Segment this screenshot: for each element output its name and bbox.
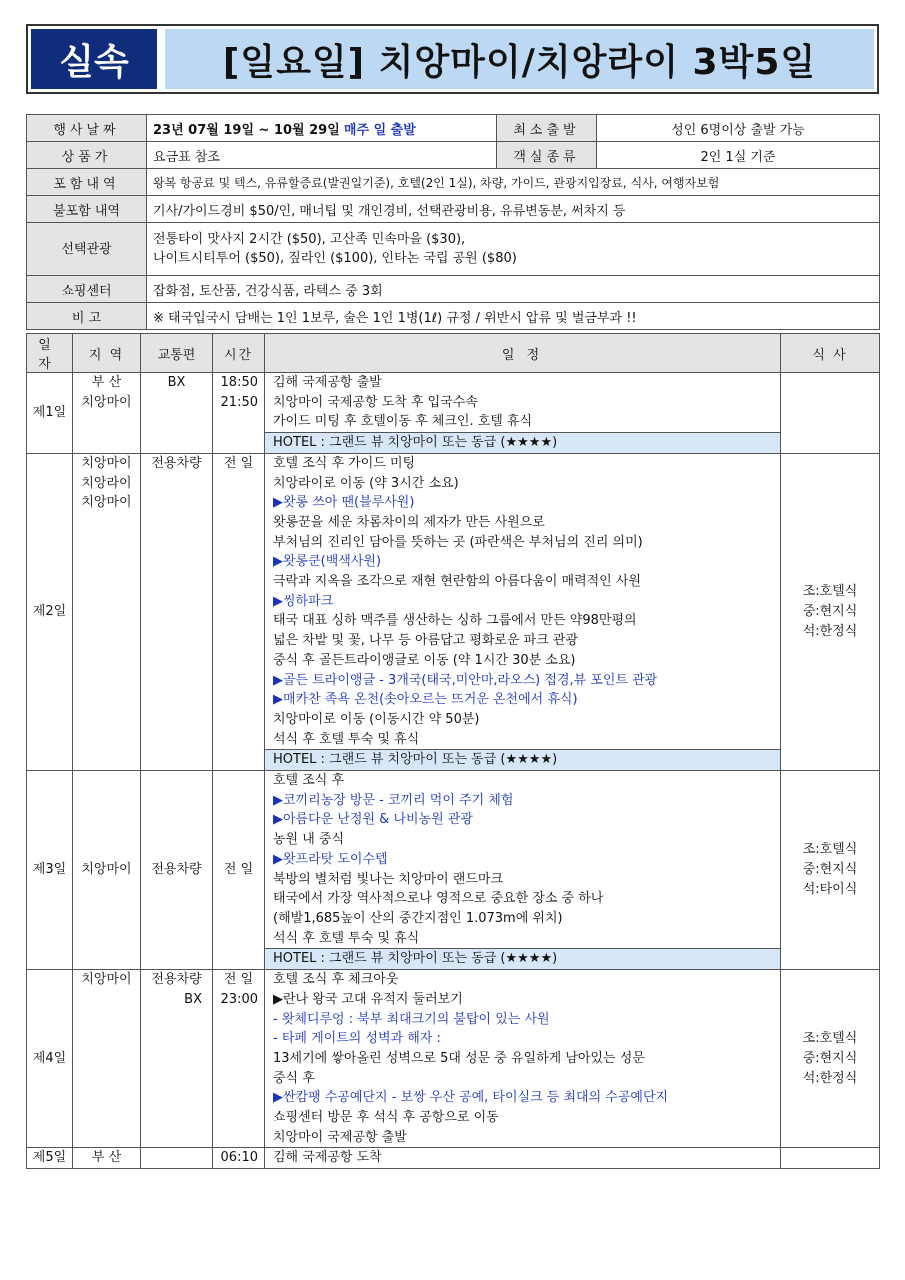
day-row (27, 970, 880, 1148)
transport-cell (141, 373, 213, 454)
col-meal: 식 사 (781, 334, 880, 373)
itinerary-header-row (27, 334, 880, 373)
transport: BX (167, 375, 186, 390)
optional-value (147, 223, 880, 276)
itinerary-line: (해발1,685높이 산의 중간지점인 1.073m에 위치) (273, 910, 563, 926)
room-type-label: 객실종류 (497, 142, 597, 169)
itinerary-line: 김해 국제공항 도착 (273, 1150, 382, 1166)
itinerary-line: ▶매카찬 족욕 온천(솟아오르는 뜨거운 온천에서 휴식) (273, 692, 578, 708)
excluded-value: 기사/가이드경비 $50/인, 매너팁 및 개인경비, 선택관광비용, 유류변동분, 써차지 등 (147, 196, 880, 223)
itinerary-lines (265, 454, 780, 750)
meal-dinner: 석:한정식 (802, 1070, 858, 1086)
time: 21:50 (220, 394, 258, 410)
itinerary-line: 치앙마이 국제공항 도착 후 입국수속 (273, 394, 478, 410)
optional-line: 나이트시티투어 ($50), 짚라인 ($100), 인타논 국립 공원 ($80) (153, 251, 517, 266)
time-cell (213, 373, 265, 454)
itinerary-cell (265, 771, 781, 970)
room-type-value: 2인 1실 기준 (597, 142, 880, 169)
itinerary-line: ▶란나 왕국 고대 유적지 둘러보기 (273, 991, 463, 1007)
day-label: 제5일 (27, 1148, 73, 1169)
meal-lunch: 중:현지식 (802, 1050, 858, 1066)
day-row (27, 1148, 880, 1169)
region-cell (73, 771, 141, 970)
region: 치앙마이 (81, 495, 132, 511)
meal-cell (781, 771, 880, 970)
departure-highlight: 매주 일 출발 (343, 122, 416, 138)
optional-line: 전통타이 맛사지 2시간 ($50), 고산족 민속마을 ($30), (153, 232, 466, 247)
day-label: 제4일 (27, 970, 73, 1148)
min-depart-label: 최소출발 (497, 115, 597, 142)
time: 23:00 (220, 991, 258, 1007)
itinerary-line: 농원 내 중식 (273, 832, 345, 848)
col-itinerary: 일 정 (265, 334, 781, 373)
itinerary-line: 석식 후 호텔 투숙 및 휴식 (273, 930, 420, 946)
info-row (27, 196, 880, 223)
itinerary-cell (265, 1148, 781, 1169)
time: 전 일 (223, 972, 254, 988)
itinerary-line: - 타페 게이트의 성벽과 해자 : (273, 1031, 441, 1047)
hotel-info: HOTEL : 그랜드 뷰 치앙마이 또는 동급 (★★★★) (265, 948, 780, 969)
transport-cell (141, 1148, 213, 1169)
travel-date-range: 23년 07월 19일 ~ 10월 29일 (153, 122, 340, 138)
itinerary-body (265, 454, 780, 770)
shopping-value: 잡화점, 토산품, 건강식품, 라텍스 중 3회 (147, 276, 880, 303)
itinerary-line: 왓롱꾼을 세운 차롬차이의 제자가 만든 사원으로 (273, 514, 545, 530)
itinerary-line: ▶왓롱쿤(백색사원) (273, 554, 382, 570)
itinerary-line: ▶왓롱 쓰아 땐(블루사원) (273, 495, 415, 511)
itinerary-line: 부처님의 진리인 담아를 뜻하는 곳 (파란색은 부처님의 진리 의미) (273, 534, 643, 550)
itinerary-line: ▶골든 트라이앵글 - 3개국(태국,미안마,라오스) 접경,뷰 포인트 관광 (273, 672, 658, 688)
product-info-table (26, 114, 880, 330)
itinerary-line: 치앙마이 국제공항 출발 (273, 1129, 407, 1145)
region-stack (73, 454, 140, 533)
col-time: 시간 (213, 334, 265, 373)
region-cell (73, 1148, 141, 1169)
time-stack (213, 970, 264, 1009)
transport-stack (141, 970, 212, 1009)
transport: BX (184, 991, 202, 1007)
itinerary-table (26, 333, 880, 1169)
price-label: 상품가 (27, 142, 147, 169)
itinerary-line: 석식 후 호텔 투숙 및 휴식 (273, 731, 420, 747)
region: 치앙라이 (81, 475, 132, 491)
itinerary-line: 치앙라이로 이동 (약 3시간 소요) (273, 475, 459, 491)
included-value: 왕복 항공료 및 텍스, 유류할증료(발권일기준), 호텔(2인 1실), 차량, 가이드, 관광지입장료, 식사, 여행자보험 (147, 169, 880, 196)
time: 전 일 (223, 455, 254, 471)
brand-label: 실속 (31, 29, 157, 89)
itinerary-line: 북방의 별처럼 빛나는 치앙마이 랜드마크 (273, 871, 504, 887)
itinerary-line: 호텔 조식 후 가이드 미팅 (273, 455, 416, 471)
itinerary-line: 극락과 지옥을 조각으로 재현 현란함의 아름다움이 매력적인 사원 (273, 574, 641, 590)
time: 18:50 (220, 375, 258, 390)
excluded-label: 불포함 내역 (27, 196, 147, 223)
hotel-info: HOTEL : 그랜드 뷰 치앙마이 또는 동급 (★★★★) (265, 749, 780, 770)
meal-lunch: 중:현지식 (802, 603, 858, 619)
itinerary-line: 치앙마이로 이동 (이동시간 약 50분) (273, 711, 480, 727)
info-row (27, 115, 880, 142)
day-row (27, 771, 880, 970)
itinerary-line: 넓은 차밭 및 꽃, 나무 등 아름답고 평화로운 파크 관광 (273, 633, 579, 649)
price-value: 요금표 참조 (147, 142, 497, 169)
itinerary-line: 중식 후 골든트라이앵글로 이동 (약 1시간 30분 소요) (273, 652, 576, 668)
day-label: 제3일 (27, 771, 73, 970)
transport-cell (141, 970, 213, 1148)
col-region: 지 역 (73, 334, 141, 373)
itinerary-line: 태국에서 가장 역사적으로나 영적으로 중요한 장소 중 하나 (273, 891, 604, 907)
meal-breakfast: 조:호텔식 (802, 583, 858, 599)
itinerary-lines (265, 771, 780, 948)
region: 부 산 (91, 375, 122, 390)
itinerary-cell (265, 453, 781, 770)
itinerary-line: 중식 후 (273, 1070, 315, 1086)
meal-cell (781, 970, 880, 1148)
transport: 전용차량 (151, 862, 202, 878)
meal-cell (781, 1148, 880, 1169)
remarks-label: 비 고 (27, 303, 147, 330)
title-banner (26, 24, 879, 94)
time-cell (213, 1148, 265, 1169)
travel-date-value (147, 115, 497, 142)
itinerary-line: 호텔 조식 후 (273, 773, 345, 789)
min-depart-value: 성인 6명이상 출발 가능 (597, 115, 880, 142)
region-cell (73, 373, 141, 454)
time-cell (213, 453, 265, 770)
info-row (27, 223, 880, 276)
meal-lunch: 중:현지식 (802, 862, 858, 878)
transport-cell (141, 771, 213, 970)
itinerary-line: 호텔 조식 후 체크아웃 (273, 972, 399, 988)
optional-label: 선택관광 (27, 223, 147, 276)
time-cell (213, 771, 265, 970)
shopping-label: 쇼핑센터 (27, 276, 147, 303)
info-row (27, 169, 880, 196)
itinerary-line: 가이드 미팅 후 호텔이동 후 체크인. 호텔 휴식 (273, 414, 533, 430)
meal-cell (781, 453, 880, 770)
day-label: 제1일 (27, 373, 73, 454)
region: 치앙마이 (81, 972, 132, 988)
hotel-info: HOTEL : 그랜드 뷰 치앙마이 또는 동급 (★★★★) (265, 432, 780, 453)
region-cell (73, 970, 141, 1148)
region: 치앙마이 (81, 394, 132, 410)
info-row (27, 276, 880, 303)
itinerary-body (265, 771, 780, 969)
meal-breakfast: 조:호텔식 (802, 1030, 858, 1046)
time-cell (213, 970, 265, 1148)
transport: 전용차량 (151, 972, 202, 988)
itinerary-line: ▶코끼리농장 방문 - 코끼리 먹이 주기 체험 (273, 792, 514, 808)
meal-cell (781, 373, 880, 454)
col-transport: 교통편 (141, 334, 213, 373)
itinerary-cell (265, 373, 781, 454)
itinerary-body (265, 373, 780, 453)
itinerary-line: ▶왓프라탓 도이수텝 (273, 851, 388, 867)
region-group (73, 454, 140, 493)
meal-breakfast: 조:호텔식 (802, 842, 858, 858)
meal-dinner: 석:타이식 (802, 882, 858, 898)
region: 치앙마이 (81, 455, 132, 471)
region-cell (73, 453, 141, 770)
info-row (27, 303, 880, 330)
itinerary-line: 김해 국제공항 출발 (273, 375, 382, 390)
info-row (27, 142, 880, 169)
page-title: [일요일] 치앙마이/치앙라이 3박5일 (165, 29, 874, 89)
transport-cell (141, 453, 213, 770)
itinerary-lines (265, 373, 780, 432)
itinerary-line: - 왓체디루엉 : 북부 최대크기의 불탑이 있는 사원 (273, 1011, 550, 1027)
transport: 전용차량 (151, 455, 202, 471)
itinerary-line: 13세기에 쌓아올린 성벽으로 5대 성문 중 유일하게 남아있는 성문 (273, 1050, 645, 1066)
included-label: 포함내역 (27, 169, 147, 196)
meal-dinner: 석:한정식 (802, 623, 858, 639)
remarks-value: ※ 태국입국시 담배는 1인 1보루, 술은 1인 1병(1ℓ) 규정 / 위반시 압류 및 벌금부과 !! (147, 303, 880, 330)
itinerary-cell (265, 970, 781, 1148)
itinerary-line: ▶싼캄팽 수공예단지 - 보쌍 우산 공예, 타이실크 등 최대의 수공예단지 (273, 1090, 669, 1106)
time: 06:10 (220, 1150, 258, 1166)
itinerary-line: 쇼핑센터 방문 후 석식 후 공항으로 이동 (273, 1110, 499, 1126)
day-label: 제2일 (27, 453, 73, 770)
travel-date-label: 행사날짜 (27, 115, 147, 142)
itinerary-line: 태국 대표 싱하 맥주를 생산하는 싱하 그룹에서 만든 약98만평의 (273, 613, 637, 629)
itinerary-line: ▶씽하파크 (273, 593, 334, 609)
day-row (27, 373, 880, 454)
region: 부 산 (91, 1150, 122, 1166)
time: 전 일 (223, 862, 254, 878)
col-day: 일자 (27, 334, 73, 373)
day-row (27, 453, 880, 770)
itinerary-line: ▶아름다운 난정원 & 나비농원 관광 (273, 812, 473, 828)
region: 치앙마이 (81, 862, 132, 878)
